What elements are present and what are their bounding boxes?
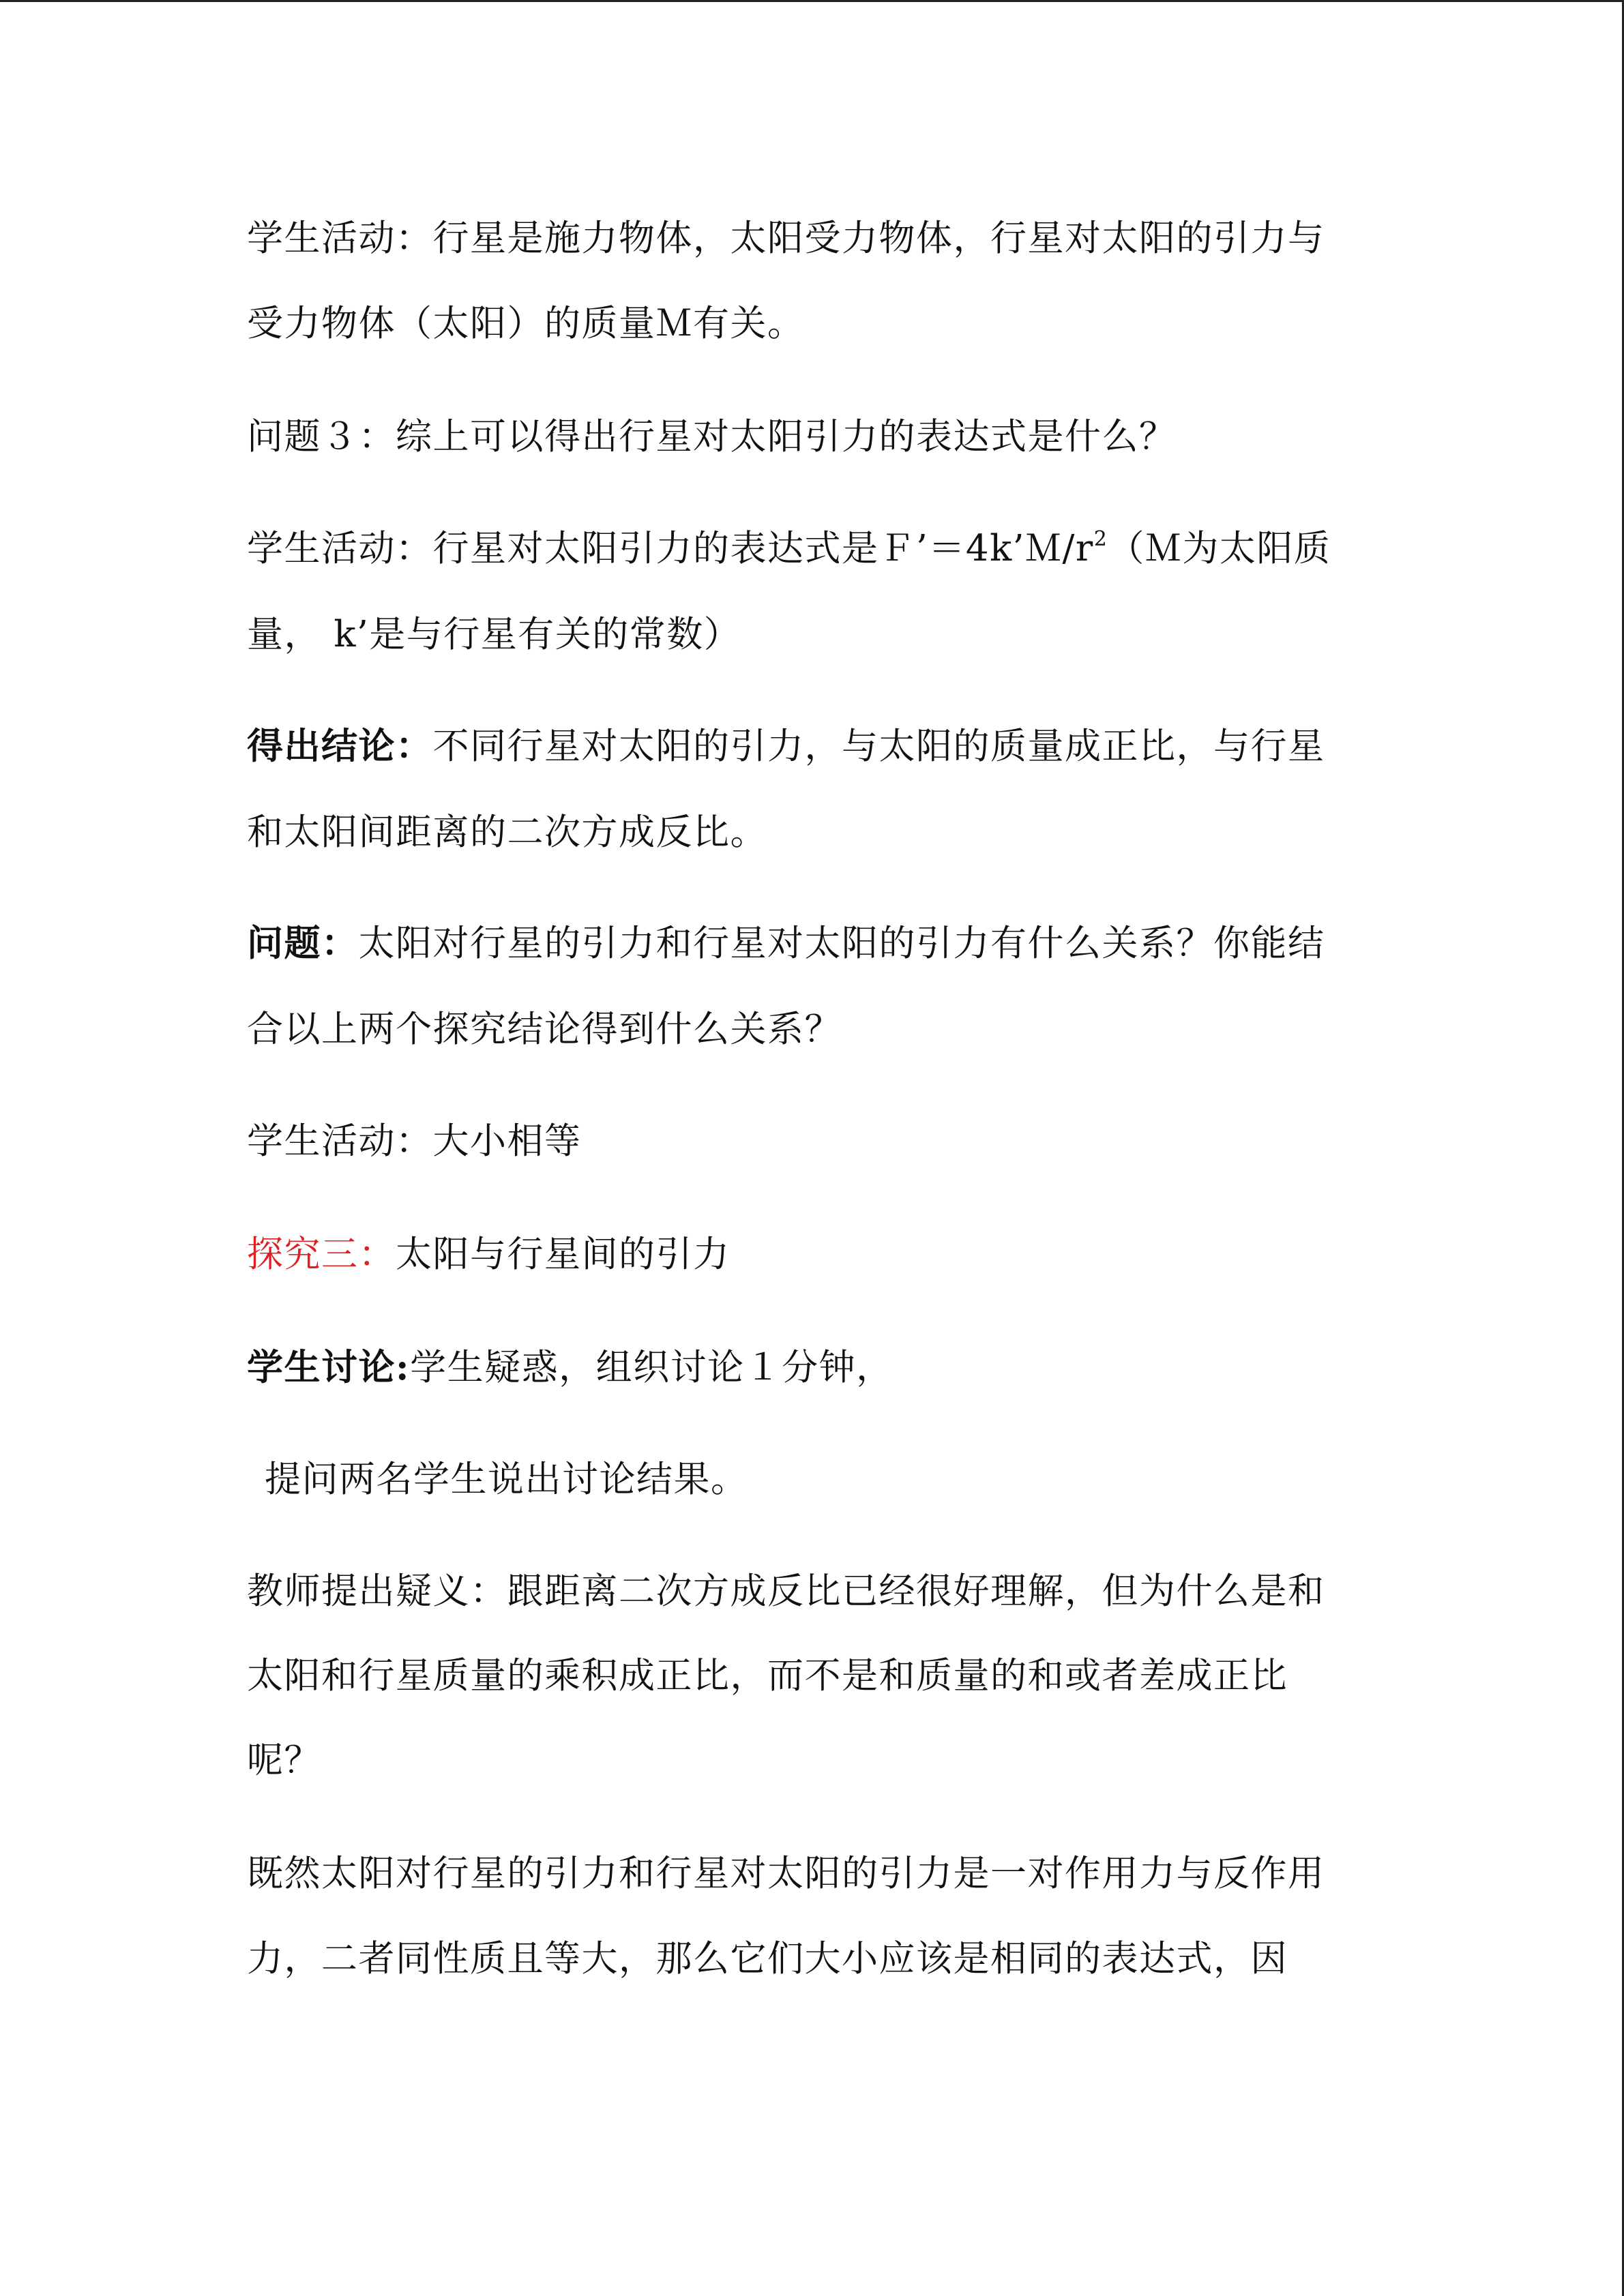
paragraph-text: 和太阳间距离的二次方成反比。	[247, 811, 767, 853]
paragraph-ask-students	[265, 1456, 748, 1504]
question-label: 问题：	[247, 922, 359, 964]
paragraph-text: 太阳对行星的引力和行星对太阳的引力有什么关系？你能结	[358, 923, 1325, 964]
paragraph-text: 不同行星对太阳的引力，与太阳的质量成正比，与行星	[432, 726, 1325, 767]
paragraph-question-line-2	[247, 1006, 842, 1054]
paragraph-student-activity-2-line-2	[247, 611, 741, 659]
paragraph-text: 太阳和行星质量的乘积成正比，而不是和质量的和或者差成正比	[247, 1655, 1288, 1697]
paragraph-student-activity-2-line-1	[247, 525, 1331, 573]
paragraph-reasoning-line-2	[247, 1935, 1288, 1983]
paragraph-question-line-1	[247, 919, 1325, 967]
paragraph-text: 受力物体（太阳）的质量Ｍ有关。	[247, 303, 805, 344]
page-top-border	[0, 0, 1624, 2]
paragraph-exploration-three	[247, 1231, 730, 1279]
paragraph-student-activity-1-line-1	[247, 215, 1325, 263]
paragraph-text: 教师提出疑义：跟距离二次方成反比已经很好理解，但为什么是和	[247, 1570, 1325, 1612]
paragraph-conclusion-line-1	[247, 722, 1325, 770]
paragraph-conclusion-line-2	[247, 809, 767, 856]
paragraph-student-discussion	[247, 1343, 894, 1391]
paragraph-text: （Ｍ为太阳质	[1108, 528, 1331, 569]
paragraph-teacher-question-line-3	[247, 1737, 321, 1785]
paragraph-text: 既然太阳对行星的引力和行星对太阳的引力是一对作用力与反作用	[247, 1853, 1325, 1894]
paragraph-text: 太阳与行星间的引力	[396, 1234, 730, 1275]
paragraph-teacher-question-line-2	[247, 1652, 1288, 1700]
conclusion-label: 得出结论：	[247, 725, 433, 767]
paragraph-text: 学生活动：大小相等	[247, 1120, 582, 1162]
paragraph-text: 量， k’是与行星有关的常数）	[247, 614, 741, 655]
paragraph-text: 学生活动：行星是施力物体，太阳受力物体，行星对太阳的引力与	[247, 218, 1325, 259]
paragraph-question-3	[247, 413, 1177, 461]
paragraph-student-activity-3	[247, 1118, 582, 1165]
superscript-exponent: 2	[1093, 527, 1108, 551]
exploration-label: 探究三：	[247, 1234, 396, 1275]
paragraph-reasoning-line-1	[247, 1850, 1325, 1898]
paragraph-text: 问题３：综上可以得出行星对太阳引力的表达式是什么？	[247, 416, 1177, 458]
paragraph-text: 呢？	[247, 1740, 321, 1781]
paragraph-text: 合以上两个探究结论得到什么关系？	[247, 1009, 842, 1050]
discussion-label: 学生讨论:	[247, 1346, 411, 1388]
paragraph-text: 提问两名学生说出讨论结果。	[265, 1459, 748, 1500]
paragraph-teacher-question-line-1	[247, 1568, 1325, 1615]
paragraph-student-activity-1-line-2	[247, 300, 805, 348]
paragraph-text: 力，二者同性质且等大，那么它们大小应该是相同的表达式，因	[247, 1938, 1288, 1980]
paragraph-text: 学生疑惑，组织讨论１分钟，	[410, 1347, 894, 1388]
paragraph-text: 学生活动：行星对太阳引力的表达式是Ｆ’＝4k’Ｍ/r	[247, 528, 1094, 569]
